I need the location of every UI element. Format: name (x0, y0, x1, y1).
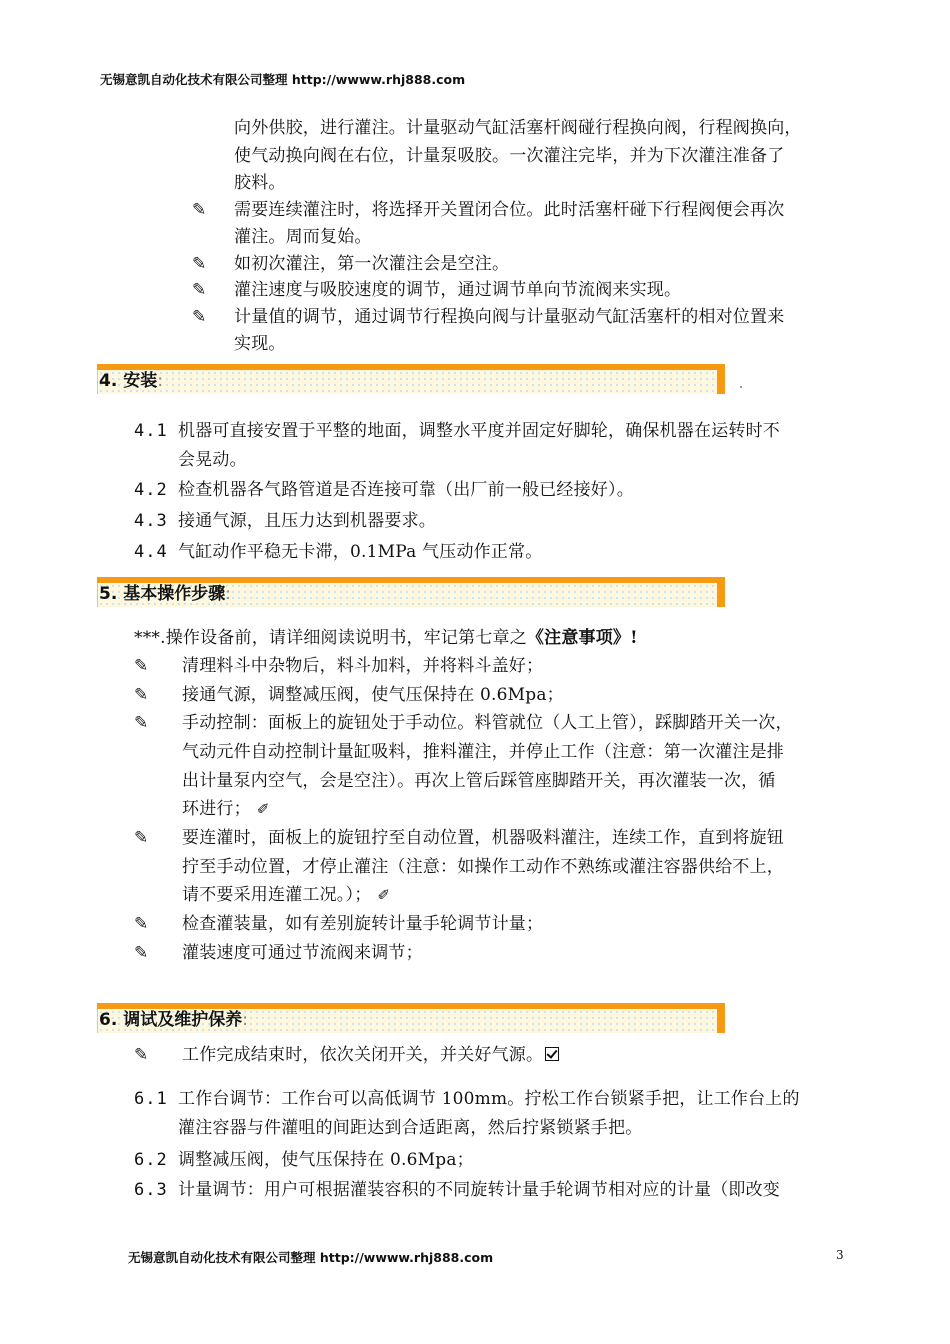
section-colon: : (242, 1010, 248, 1030)
numbered-item: 接通气源，且压力达到机器要求。 (178, 511, 436, 531)
section-colon: : (157, 371, 163, 391)
numbered-item: 调整减压阀，使气压保持在 0.6Mpa； (178, 1150, 474, 1170)
bullet-item: 接通气源，调整减压阀，使气压保持在 0.6Mpa； (182, 685, 564, 705)
bullet-item-continued: 实现。 (234, 334, 286, 354)
bullet-text: 请不要采用连灌工况。）； (182, 885, 372, 905)
pointing-hand-icon: ✎ (134, 1045, 149, 1065)
bullet-item: 需要连续灌注时，将选择开关置闭合位。此时活塞杆碰下行程阀便会再次 (234, 200, 785, 220)
pencil-icon: ✐ (256, 800, 270, 818)
item-number: 4.2 (134, 480, 168, 500)
numbered-item: 工作台调节：工作台可以高低调节 100mm。拧松工作台锁紧手把，让工作台上的 (178, 1089, 800, 1109)
pointing-hand-icon: ✎ (192, 280, 207, 300)
page-header: 无锡意凯自动化技术有限公司整理 http://wwww.rhj888.com (100, 72, 466, 87)
bullet-item-continued: 出计量泵内空气，会是空注）。再次上管后踩管座脚踏开关，再次灌装一次，循 (182, 771, 776, 791)
pointing-hand-icon: ✎ (134, 656, 149, 676)
warning-note (134, 628, 638, 648)
note-emphasis: 《注意事项》! (526, 628, 638, 648)
pointing-hand-icon: ✎ (134, 713, 149, 733)
item-number: 6.3 (134, 1180, 168, 1200)
bullet-item (182, 1045, 559, 1065)
section-heading-operation (97, 577, 725, 607)
bullet-item: 手动控制：面板上的旋钮处于手动位。料管就位（人工上管），踩脚踏开关一次， (182, 713, 793, 733)
pointing-hand-icon: ✎ (134, 685, 149, 705)
note-prefix: ***. (134, 628, 166, 648)
pencil-icon: ✐ (377, 886, 391, 904)
bullet-item: 灌装速度可通过节流阀来调节； (182, 943, 423, 963)
bullet-item-continued (182, 885, 390, 905)
pointing-hand-icon: ✎ (192, 254, 207, 274)
bullet-item: 如初次灌注，第一次灌注会是空注。 (234, 254, 510, 274)
bullet-text: 工作完成结束时，依次关闭开关，并关好气源。 (182, 1045, 544, 1065)
section-colon: : (225, 584, 231, 604)
section-title: 4. 安装 (99, 371, 158, 391)
bullet-item: 清理料斗中杂物后，料斗加料，并将料斗盖好； (182, 656, 544, 676)
page-number: 3 (836, 1248, 844, 1262)
section-title: 6. 调试及维护保养 (99, 1010, 243, 1030)
bullet-item-continued: 气动元件自动控制计量缸吸料，推料灌注，并停止工作（注意：第一次灌注是排 (182, 742, 784, 762)
bullet-text: 环进行； (182, 799, 251, 819)
page-footer: 无锡意凯自动化技术有限公司整理 http://wwww.rhj888.com (128, 1250, 494, 1265)
item-number: 6.2 (134, 1150, 168, 1170)
paragraph-line: 向外供胶，进行灌注。计量驱动气缸活塞杆阀碰行程换向阀，行程阀换向， (234, 118, 802, 138)
section-title: 5. 基本操作步骤 (99, 584, 226, 604)
section-heading-maintenance (97, 1003, 725, 1033)
pointing-hand-icon: ✎ (192, 200, 207, 220)
bullet-item: 计量值的调节，通过调节行程换向阀与计量驱动气缸活塞杆的相对位置来 (234, 307, 785, 327)
bullet-item: 检查灌装量，如有差别旋转计量手轮调节计量； (182, 914, 544, 934)
numbered-item: 计量调节：用户可根据灌装容积的不同旋转计量手轮调节相对应的计量（即改变 (178, 1180, 780, 1200)
note-text: 操作设备前，请详细阅读说明书，牢记第七章之 (165, 628, 527, 648)
pointing-hand-icon: ✎ (192, 307, 207, 327)
numbered-item: 机器可直接安置于平整的地面，调整水平度并固定好脚轮，确保机器在运转时不 (178, 421, 780, 441)
bullet-item: 灌注速度与吸胶速度的调节，通过调节单向节流阀来实现。 (234, 280, 682, 300)
item-number: 4.3 (134, 511, 168, 531)
item-number: 6.1 (134, 1089, 168, 1109)
pointing-hand-icon: ✎ (134, 943, 149, 963)
paragraph-line: 使气动换向阀在右位，计量泵吸胶。一次灌注完毕，并为下次灌注准备了 (234, 146, 785, 166)
bullet-item-continued: 灌注。周而复始。 (234, 227, 372, 247)
bullet-item: 要连灌时，面板上的旋钮拧至自动位置，机器吸料灌注，连续工作，直到将旋钮 (182, 828, 784, 848)
pointing-hand-icon: ✎ (134, 828, 149, 848)
item-number: 4.1 (134, 421, 168, 441)
numbered-item-continued: 灌注容器与件灌咀的间距达到合适距离，然后拧紧锁紧手把。 (178, 1118, 643, 1138)
numbered-item: 检查机器各气路管道是否连接可靠（出厂前一般已经接好）。 (178, 480, 634, 500)
bullet-item-continued: 拧至手动位置，才停止灌注（注意：如操作工动作不熟练或灌注容器供给不上， (182, 857, 784, 877)
bullet-item-continued (182, 799, 270, 819)
section-heading-install (97, 364, 725, 394)
paragraph-line: 胶料。 (234, 173, 286, 193)
numbered-item: 气缸动作平稳无卡滞，0.1MPa 气压动作正常。 (178, 542, 543, 562)
pointing-hand-icon: ✎ (134, 914, 149, 934)
divider-mark (740, 386, 742, 388)
item-number: 4.4 (134, 542, 168, 562)
checkbox-checked-icon (545, 1047, 559, 1061)
numbered-item-continued: 会晃动。 (178, 450, 247, 470)
